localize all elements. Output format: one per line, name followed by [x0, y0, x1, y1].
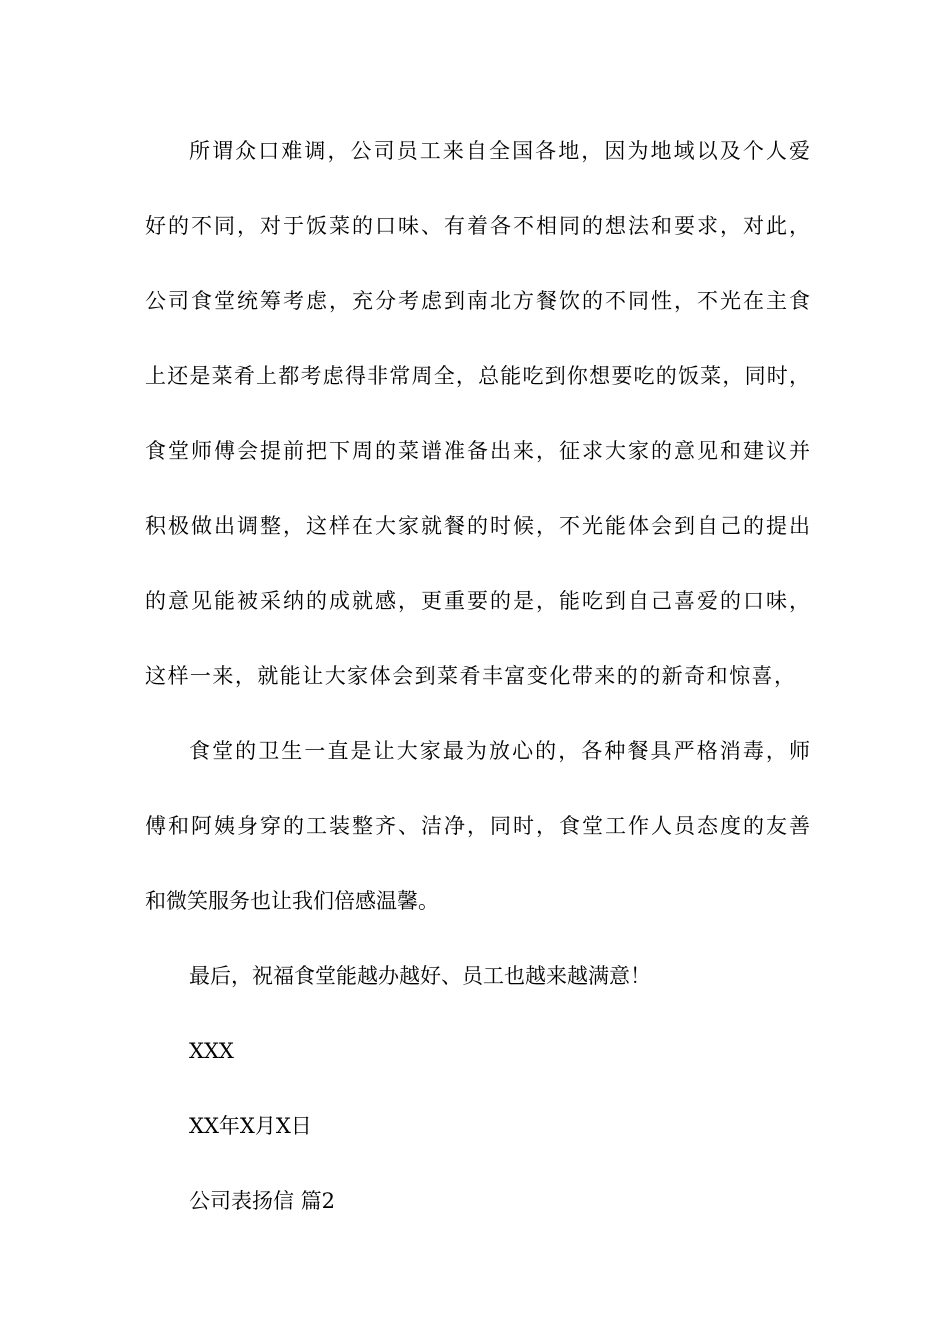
paragraph-2-line-1: 食堂的卫生一直是让大家最为放心的，各种餐具严格消毒，师	[189, 739, 810, 763]
paragraph-2-line-3: 和微笑服务也让我们倍感温馨。	[145, 889, 439, 913]
paragraph-1-line-4: 上还是菜肴上都考虑得非常周全，总能吃到你想要吃的饭菜，同时，	[145, 364, 810, 388]
paragraph-1-line-3: 公司食堂统筹考虑，充分考虑到南北方餐饮的不同性，不光在主食	[145, 289, 810, 313]
paragraph-1-line-6: 积极做出调整，这样在大家就餐的时候，不光能体会到自己的提出	[145, 514, 810, 538]
paragraph-1-line-1: 所谓众口难调，公司员工来自全国各地，因为地域以及个人爱	[189, 139, 810, 163]
paragraph-1-line-2: 好的不同，对于饭菜的口味、有着各不相同的想法和要求，对此，	[145, 214, 810, 238]
paragraph-1-line-8: 这样一来，就能让大家体会到菜肴丰富变化带来的的新奇和惊喜，	[145, 664, 795, 688]
signature: XXX	[189, 1039, 234, 1063]
closing-line: 最后，祝福食堂能越办越好、员工也越来越满意！	[189, 964, 651, 988]
paragraph-1-line-7: 的意见能被采纳的成就感，更重要的是，能吃到自己喜爱的口味，	[145, 589, 810, 613]
date-line: XX年X月X日	[189, 1114, 312, 1138]
section-title: 公司表扬信 篇2	[189, 1189, 336, 1213]
paragraph-2-line-2: 傅和阿姨身穿的工装整齐、洁净，同时，食堂工作人员态度的友善	[145, 814, 810, 838]
paragraph-1-line-5: 食堂师傅会提前把下周的菜谱准备出来，征求大家的意见和建议并	[145, 439, 810, 463]
